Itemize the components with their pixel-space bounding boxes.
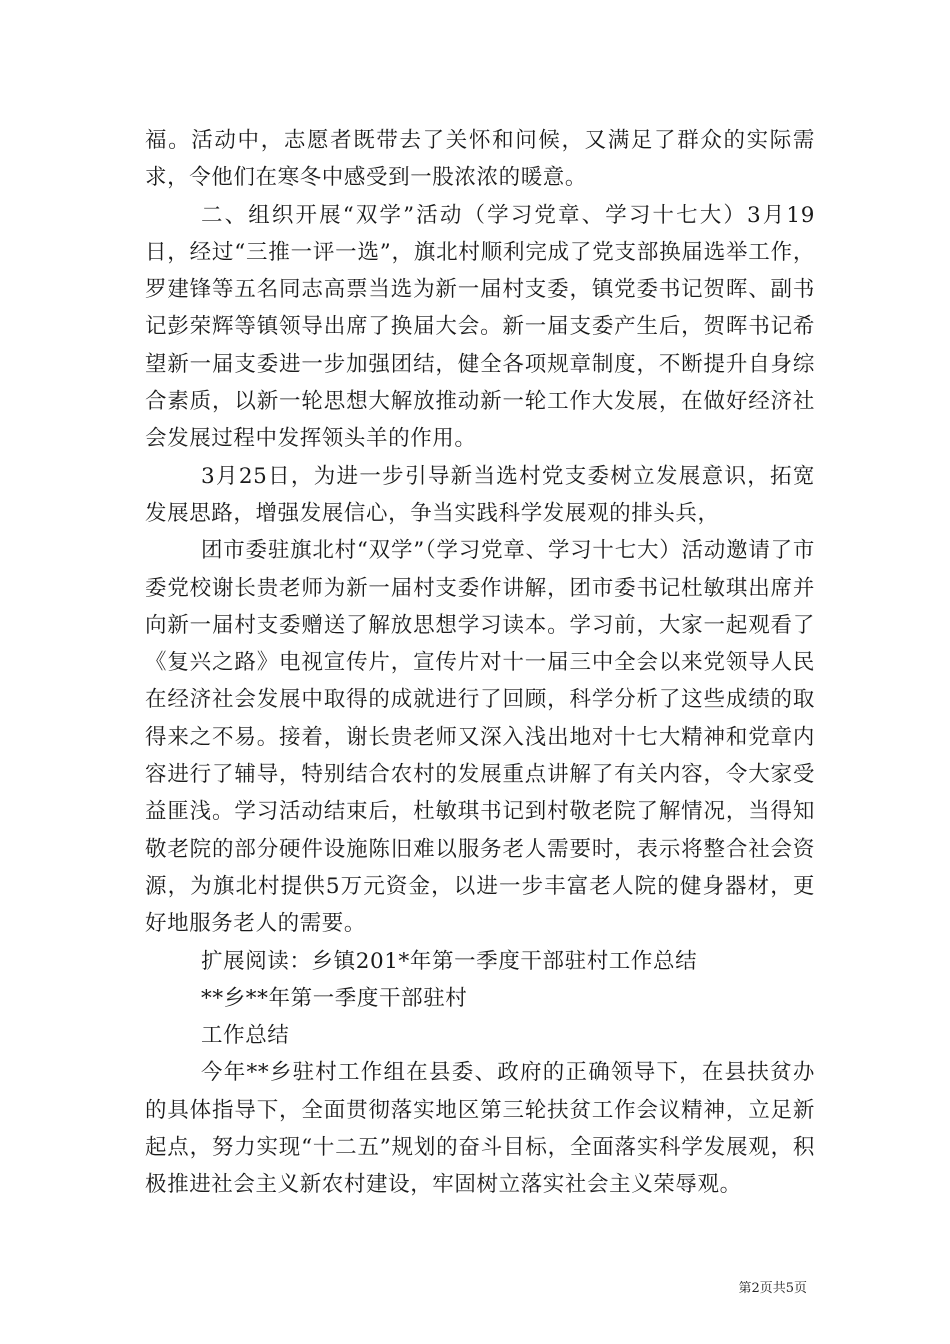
paragraph-2: 二、组织开展“双学”活动（学习党章、学习十七大）3月19日，经过“三推一评一选”，旗北村顺利完成了党支部换届选举工作，罗建锋等五名同志高票当选为新一届村支委，镇党委书记贺晖、副书记彭荣辉等镇领导出席了换届大会。新一届支委产生后，贺晖书记希望新一届支委进一步加强团结，健全各项规章制度，不断提升自身综合素质，以新一轮思想大解放推动新一轮工作大发展，在做好经济社会发展过程中发挥领头羊的作用。: [145, 202, 815, 452]
document-body: [145, 122, 815, 1204]
page-footer: 第2页共5页: [738, 1281, 807, 1296]
section-title-line-2: 工作总结: [201, 1023, 290, 1049]
paragraph-4: 团市委驻旗北村“双学”（学习党章、学习十七大）活动邀请了市委党校谢长贵老师为新一届村支委作讲解，团市委书记杜敏琪出席并向新一届村支委赠送了解放思想学习读本。学习前，大家一起观看了《复兴之路》电视宣传片，宣传片对十一届三中全会以来党领导人民在经济社会发展中取得的成就进行了回顾，科学分析了这些成绩的取得来之不易。接着，谢长贵老师又深入浅出地对十七大精神和党章内容进行了辅导，特别结合农村的发展重点讲解了有关内容，令大家受益匪浅。学习活动结束后，杜敏琪书记到村敬老院了解情况，当得知敬老院的部分硬件设施陈旧难以服务老人需要时，表示将整合社会资源，为旗北村提供5万元资金，以进一步丰富老人院的健身器材，更好地服务老人的需要。: [145, 538, 815, 937]
section-title-line-1: **乡**年第一季度干部驻村: [201, 985, 468, 1011]
paragraph-8: 今年**乡驻村工作组在县委、政府的正确领导下，在县扶贫办的具体指导下，全面贯彻落实地区第三轮扶贫工作会议精神，立足新起点，努力实现“十二五”规划的奋斗目标，全面落实科学发展观，积极推进社会主义新农村建设，牢固树立落实社会主义荣辱观。: [145, 1060, 815, 1198]
paragraph-3: 3月25日，为进一步引导新当选村党支委树立发展意识，拓宽发展思路，增强发展信心，争当实践科学发展观的排头兵，: [145, 463, 815, 526]
paragraph-1: 福。活动中，志愿者既带去了关怀和问候，又满足了群众的实际需求，令他们在寒冬中感受到一股浓浓的暖意。: [145, 128, 815, 191]
extended-reading-heading: 扩展阅读：乡镇201*年第一季度干部驻村工作总结: [201, 948, 698, 974]
